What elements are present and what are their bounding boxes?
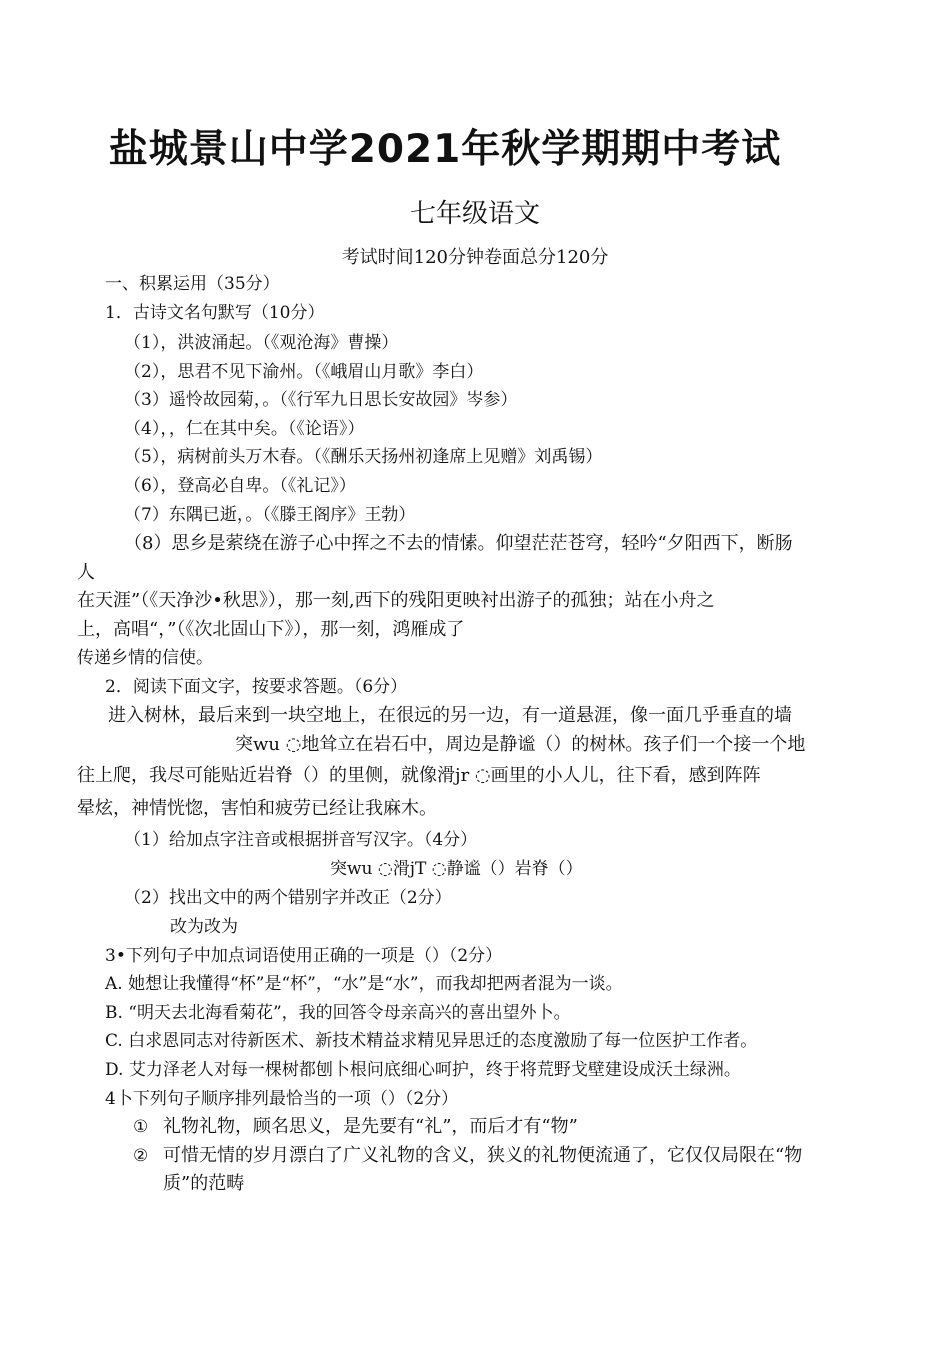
question-1-item: （1），洪波涌起。（《观沧海》曹操） <box>124 333 399 353</box>
option-a: A. 她想让我懂得“杯”是“杯”，“水”是“水”，而我却把两者混为一谈。 <box>105 974 623 994</box>
question-2-part-1: （1）给加点字注音或根据拼音写汉字。（4分） <box>124 830 478 850</box>
question-3-heading: 3•下列句子中加点词语使用正确的一项是（）（2分） <box>105 946 503 966</box>
sentence-1-text: 礼物礼物，顾名思义，是先要有“礼”，而后才有“物” <box>163 1116 578 1137</box>
question-1-item: （2），思君不见下渝州。（《峨眉山月歌》李白） <box>124 362 484 382</box>
passage-line: 突wu ◌地耸立在岩石中，周边是静谧（）的树林。孩子们一个接一个地 <box>235 734 806 755</box>
correction-blanks: 改为改为 <box>170 917 238 937</box>
passage-line: 进入树林，最后来到一块空地上，在很远的另一边，有一道悬涯，像一面几乎垂直的墙 <box>108 705 792 726</box>
exam-subtitle: 七年级语文 <box>409 199 540 229</box>
text-line: 人 <box>77 562 95 583</box>
sentence-2-text: 可惜无情的岁月漂白了广义礼物的含义，狭义的礼物便流通了，它仅仅局限在“物 <box>163 1145 803 1166</box>
passage-line: 往上爬，我尽可能贴近岩脊（）的里侧，就像滑jr ◌画里的小人儿，往下看，感到阵阵 <box>77 765 761 786</box>
option-b: B. “明天去北海看菊花”，我的回答令母亲高兴的喜出望外卜。 <box>105 1003 571 1023</box>
text-line: 上，高唱“，”（《次北固山下》），那一刻，鸿雁成了 <box>77 619 465 640</box>
option-d: D. 艾力泽老人对每一棵树都刨卜根问底细心呵护，终于将荒野戈壁建设成沃土绿洲。 <box>105 1060 741 1080</box>
question-1-item: （7）东隅已逝，。（《滕王阁序》王勃） <box>124 505 416 525</box>
question-1-item: （6），登高必自卑。（《礼记》） <box>124 476 356 496</box>
question-1-item: （3）遥怜故园菊，。（《行军九日思长安故园》岑参） <box>124 390 518 410</box>
exam-title: 盐城景山中学2021年秋学期期中考试 <box>108 127 782 172</box>
option-c: C. 白求恩同志对待新医术、新技术精益求精见异思迁的态度激励了每一位医护工作者。 <box>105 1031 758 1051</box>
sentence-2-marker: ② <box>133 1146 149 1166</box>
question-2-part-2: （2）找出文中的两个错别字并改正（2分） <box>124 888 452 908</box>
text-line: 在天涯”（《天净沙•秋思》），那一刻,西下的残阳更映衬出游子的孤独；站在小舟之 <box>77 590 715 611</box>
sentence-2-continuation: 质”的范畴 <box>163 1173 245 1194</box>
question-1-item: （5），病树前头万木春。（《酬乐天扬州初逢席上见赠》刘禹锡） <box>124 447 603 467</box>
exam-info: 考试时间120分钟卷面总分120分 <box>341 247 609 268</box>
passage-line: 晕炫，神情恍惚，害怕和疲劳已经让我麻木。 <box>77 798 437 819</box>
section-heading: 一、积累运用（35分） <box>105 274 280 294</box>
question-4-heading: 4卜下列句子顺序排列最恰当的一项（）（2分） <box>105 1089 459 1109</box>
text-line: 传递乡情的信使。 <box>77 648 213 668</box>
question-2-heading: 2．阅读下面文字，按要求答题。（6分） <box>105 677 408 697</box>
question-1-item: （8）思乡是萦绕在游子心中挥之不去的情愫。仰望茫茫苍穹，轻吟“夕阳西下，断肠 <box>124 533 793 554</box>
question-1-heading: 1．古诗文名句默写（10分） <box>105 303 325 323</box>
question-2-blanks: 突wu ◌滑jT ◌静谧（）岩脊（） <box>330 859 583 879</box>
sentence-1-marker: ① <box>133 1117 149 1137</box>
question-1-item: （4），，仁在其中矣。（《论语》） <box>124 419 365 439</box>
